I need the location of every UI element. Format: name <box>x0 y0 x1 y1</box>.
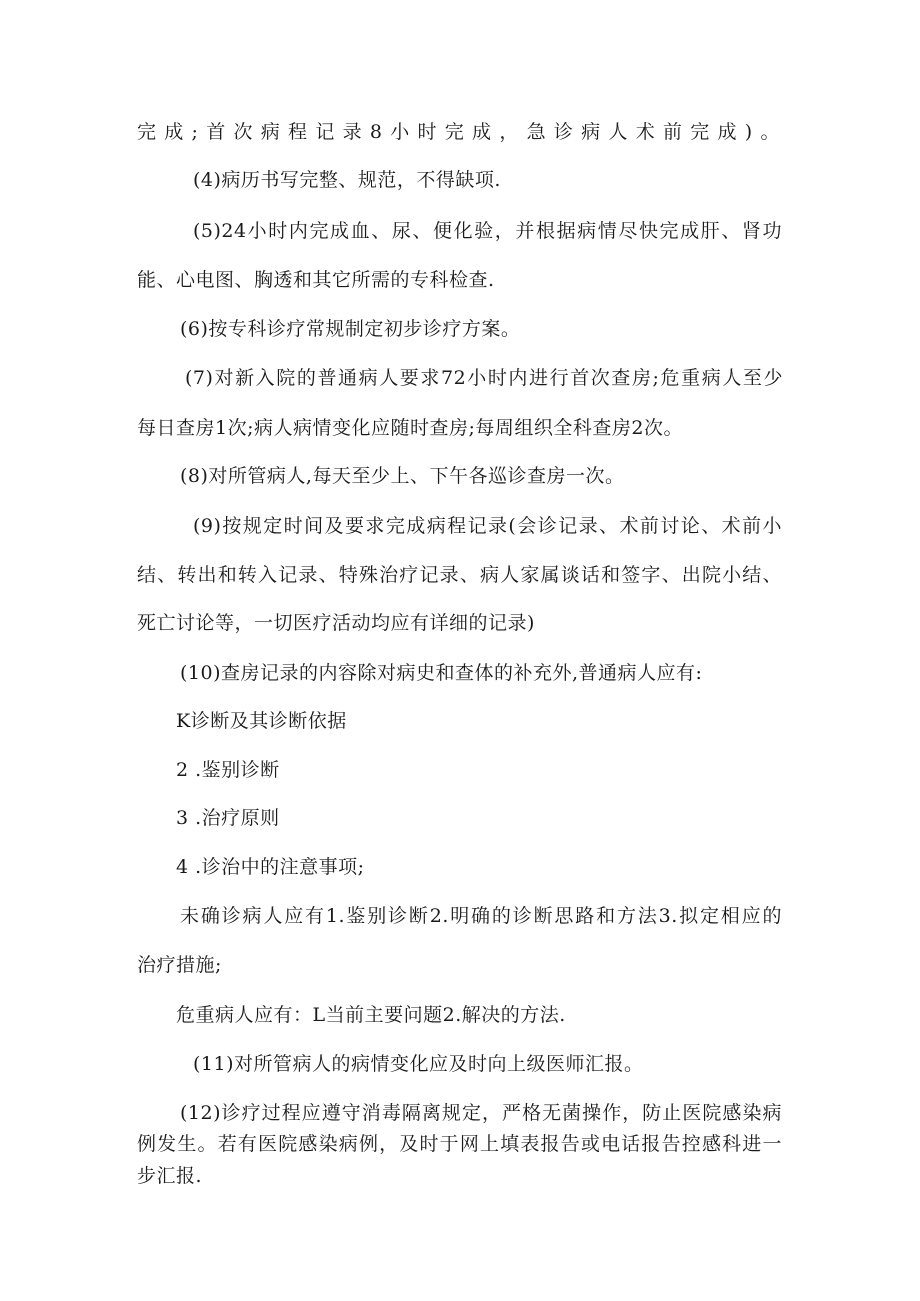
text-line: 每日查房1次;病人病情变化应随时查房;每周组织全科查房2次。 <box>137 417 683 439</box>
text-line: (8)对所管病人,每天至少上、下午各巡诊查房一次。 <box>180 465 625 487</box>
text-line: (12)诊疗过程应遵守消毒隔离规定，严格无菌操作，防止医院感染病 <box>180 1102 782 1124</box>
text-line: 4 .诊治中的注意事项; <box>176 856 365 878</box>
text-line: 2 .鉴别诊断 <box>176 759 280 781</box>
text-line: (11)对所管病人的病情变化应及时向上级医师汇报。 <box>193 1053 644 1075</box>
text-line: (4)病历书写完整、规范，不得缺项. <box>193 169 501 191</box>
text-line: 危重病人应有：L当前主要问题2.解决的方法. <box>176 1004 566 1026</box>
text-line: 能、心电图、胸透和其它所需的专科检查. <box>137 269 495 291</box>
text-line: 步汇报. <box>137 1165 203 1187</box>
text-line: 死亡讨论等，一切医疗活动均应有详细的记录) <box>137 612 535 634</box>
text-line: 完成;首次病程记录8小时完成，急诊病人术前完成)。 <box>137 121 780 143</box>
text-line: (10)查房记录的内容除对病史和查体的补充外,普通病人应有: <box>180 662 703 684</box>
text-line: 结、转出和转入记录、特殊治疗记录、病人家属谈话和签字、出院小结、 <box>137 564 782 586</box>
text-line: 例发生。若有医院感染病例，及时于网上填表报告或电话报告控感科进一 <box>137 1133 782 1155</box>
text-line: K诊断及其诊断依据 <box>176 710 347 732</box>
text-line: (5)24小时内完成血、尿、便化验，并根据病情尽快完成肝、肾功 <box>193 220 782 242</box>
text-line: (7)对新入院的普通病人要求72小时内进行首次查房;危重病人至少 <box>185 367 783 389</box>
text-line: 3 .治疗原则 <box>176 807 280 829</box>
text-line: 未确诊病人应有1.鉴别诊断2.明确的诊断思路和方法3.拟定相应的 <box>180 905 782 927</box>
text-line: 治疗措施; <box>137 954 222 976</box>
text-line: (6)按专科诊疗常规制定初步诊疗方案。 <box>180 318 521 340</box>
text-line: (9)按规定时间及要求完成病程记录(会诊记录、术前讨论、术前小 <box>193 515 782 537</box>
